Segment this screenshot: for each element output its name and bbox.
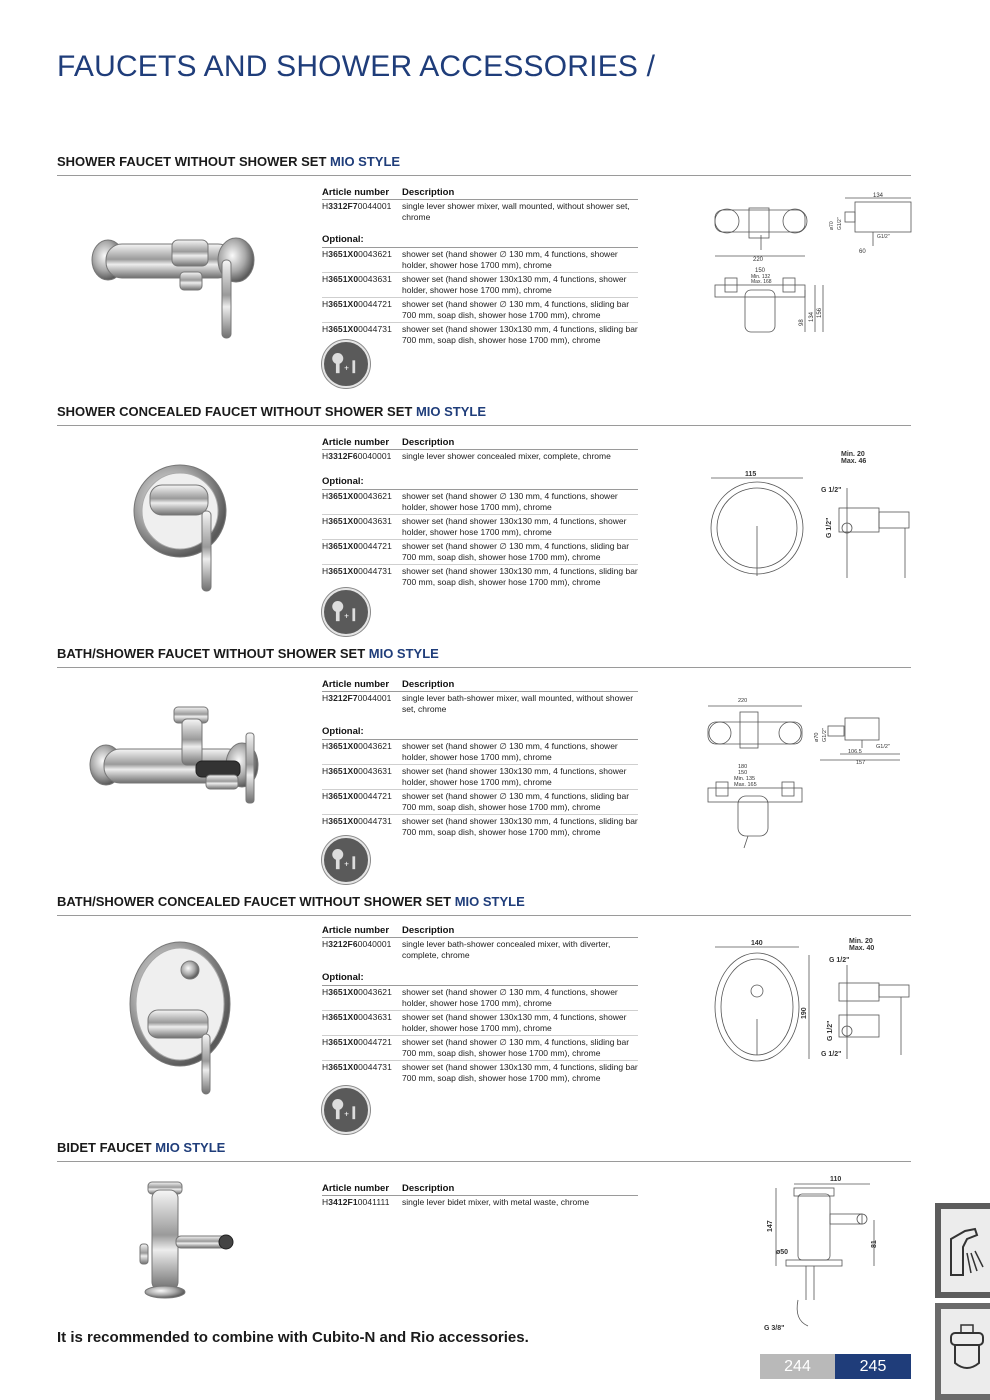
section-heading: BATH/SHOWER FAUCET WITHOUT SHOWER SET MIO STYLE (57, 646, 911, 668)
technical-drawing (705, 935, 920, 1065)
product-photo-bidet-mixer (138, 1178, 238, 1302)
svg-text:+: + (344, 363, 349, 373)
svg-text:ø70: ø70 (814, 732, 820, 742)
svg-text:134: 134 (873, 193, 884, 199)
svg-text:ø70: ø70 (829, 221, 835, 230)
svg-text:Max. 46: Max. 46 (841, 458, 867, 465)
svg-text:115: 115 (745, 471, 757, 478)
category-tab-accessories[interactable] (935, 1303, 990, 1400)
svg-text:Min. 20: Min. 20 (849, 938, 873, 945)
shower-set-badge-icon (322, 1086, 370, 1134)
shower-set-badge-icon (322, 340, 370, 388)
page-title: FAUCETS AND SHOWER ACCESSORIES / (57, 50, 656, 83)
svg-text:G 1/2": G 1/2" (821, 487, 842, 494)
section-heading: BATH/SHOWER CONCEALED FAUCET WITHOUT SHOWER SET MIO STYLE (57, 894, 911, 916)
section-heading: BIDET FAUCET MIO STYLE (57, 1140, 911, 1162)
svg-text:81: 81 (871, 1240, 878, 1248)
footer-note: It is recommended to combine with Cubito-N and Rio accessories. (57, 1329, 529, 1346)
svg-text:98: 98 (799, 319, 805, 326)
product-photo-shower-mixer (84, 218, 264, 342)
technical-drawing (700, 692, 915, 852)
svg-text:+: + (344, 859, 349, 869)
svg-text:G1/2": G1/2" (876, 744, 890, 750)
article-table: Article number Description H3212F70044001 single lever bath-shower mixer, wall mounted, without shower set, chrome Optional: H3651X00043621 shower set (hand shower ∅ 130 mm, 4 functions, shower holder, shower hose 1700 mm), chrome H3651X00043631 shower set (hand shower 130x130 mm, 4 functions, shower holder, shower hose 1700 mm), chrome H3651X00044721 shower set (hand shower ∅ 130 mm, 4 functions, sliding bar 700 mm, soap dish, shower hose 1700 mm), chrome H3651X00044731 shower set (hand shower 130x130 mm, 4 functions, sliding bar 700 mm, soap dish, shower hose 1700 mm), chrome (322, 679, 638, 837)
svg-text:156: 156 (817, 307, 823, 318)
technical-drawing (760, 1170, 885, 1335)
section-heading: SHOWER CONCEALED FAUCET WITHOUT SHOWER SET MIO STYLE (57, 404, 911, 426)
svg-text:G 1/2": G 1/2" (829, 957, 850, 964)
section-heading: SHOWER FAUCET WITHOUT SHOWER SET MIO STYLE (57, 154, 911, 176)
technical-drawing (705, 190, 920, 345)
product-photo-bath-mixer (86, 703, 266, 805)
article-table: Article number Description H3412F10041111 single lever bidet mixer, with metal waste, chrome (322, 1183, 638, 1209)
svg-text:106.5: 106.5 (848, 749, 862, 755)
svg-text:220: 220 (738, 698, 748, 704)
svg-text:157: 157 (856, 760, 866, 766)
svg-text:ø50: ø50 (776, 1249, 789, 1256)
svg-text:180: 180 (738, 764, 748, 770)
svg-text:G 1/2": G 1/2" (827, 1020, 834, 1041)
article-table: Article number Description H3312F60040001 single lever shower concealed mixer, complete, chrome Optional: H3651X00043621 shower set (hand shower ∅ 130 mm, 4 functions, shower holder, shower hose 1700 mm), chrome H3651X00043631 shower set (hand shower 130x130 mm, 4 functions, shower holder, shower hose 1700 mm), chrome H3651X00044721 shower set (hand shower ∅ 130 mm, 4 functions, sliding bar 700 mm, soap dish, shower hose 1700 mm), chrome H3651X00044731 shower set (hand shower 130x130 mm, 4 functions, sliding bar 700 mm, soap dish, shower hose 1700 mm), chrome (322, 437, 638, 587)
shower-set-badge-icon (322, 588, 370, 636)
page-number-left[interactable]: 244 (760, 1354, 835, 1379)
toilet-paper-holder-icon (941, 1309, 990, 1394)
article-table: Article number Description H3312F70044001 single lever shower mixer, wall mounted, without shower set, chrome Optional: H3651X00043621 shower set (hand shower ∅ 130 mm, 4 functions, shower holder, shower hose 1700 mm), chrome H3651X00043631 shower set (hand shower 130x130 mm, 4 functions, shower holder, shower hose 1700 mm), chrome H3651X00044721 shower set (hand shower ∅ 130 mm, 4 functions, sliding bar 700 mm, soap dish, shower hose 1700 mm), chrome H3651X00044731 shower set (hand shower 130x130 mm, 4 functions, sliding bar 700 mm, soap dish, shower hose 1700 mm), chrome (322, 187, 638, 345)
svg-text:Min. 132: Min. 132 (751, 274, 771, 280)
svg-text:G 1/2": G 1/2" (826, 517, 833, 538)
svg-text:G 3/8": G 3/8" (764, 1325, 785, 1332)
category-tab-faucets[interactable] (935, 1203, 990, 1298)
technical-drawing (705, 448, 920, 588)
page-number-right[interactable]: 245 (835, 1354, 911, 1379)
svg-text:190: 190 (801, 1007, 808, 1019)
svg-text:Max. 165: Max. 165 (734, 782, 757, 788)
faucet-shower-icon (941, 1209, 990, 1292)
svg-text:+: + (344, 1109, 349, 1119)
svg-text:110: 110 (830, 1176, 842, 1183)
svg-text:G 1/2": G 1/2" (821, 1051, 842, 1058)
svg-text:G1/2": G1/2" (837, 217, 843, 230)
svg-text:134: 134 (809, 311, 815, 322)
product-photo-concealed-mixer (128, 455, 238, 595)
svg-text:G1/2": G1/2" (822, 728, 828, 742)
svg-text:Min. 135: Min. 135 (734, 776, 756, 782)
svg-text:220: 220 (753, 257, 764, 263)
svg-text:Max. 168: Max. 168 (751, 279, 772, 285)
svg-text:150: 150 (755, 268, 766, 274)
article-table: Article number Description H3212F60040001 single lever bath-shower concealed mixer, with diverter, complete, chrome Optional: H3651X00043621 shower set (hand shower ∅ 130 mm, 4 functions, shower holder, shower hose 1700 mm), chrome H3651X00043631 shower set (hand shower 130x130 mm, 4 functions, shower holder, shower hose 1700 mm), chrome H3651X00044721 shower set (hand shower ∅ 130 mm, 4 functions, sliding bar 700 mm, soap dish, shower hose 1700 mm), chrome H3651X00044731 shower set (hand shower 130x130 mm, 4 functions, sliding bar 700 mm, soap dish, shower hose 1700 mm), chrome (322, 925, 638, 1083)
shower-set-badge-icon (322, 836, 370, 884)
svg-text:147: 147 (767, 1220, 774, 1232)
svg-text:G1/2": G1/2" (877, 234, 890, 240)
svg-text:150: 150 (738, 770, 748, 776)
product-photo-concealed-bath-mixer (128, 940, 238, 1098)
svg-text:60: 60 (859, 249, 866, 255)
svg-text:Min. 20: Min. 20 (841, 451, 865, 458)
svg-text:Max. 40: Max. 40 (849, 945, 875, 952)
svg-text:140: 140 (751, 940, 763, 947)
svg-text:+: + (344, 611, 349, 621)
